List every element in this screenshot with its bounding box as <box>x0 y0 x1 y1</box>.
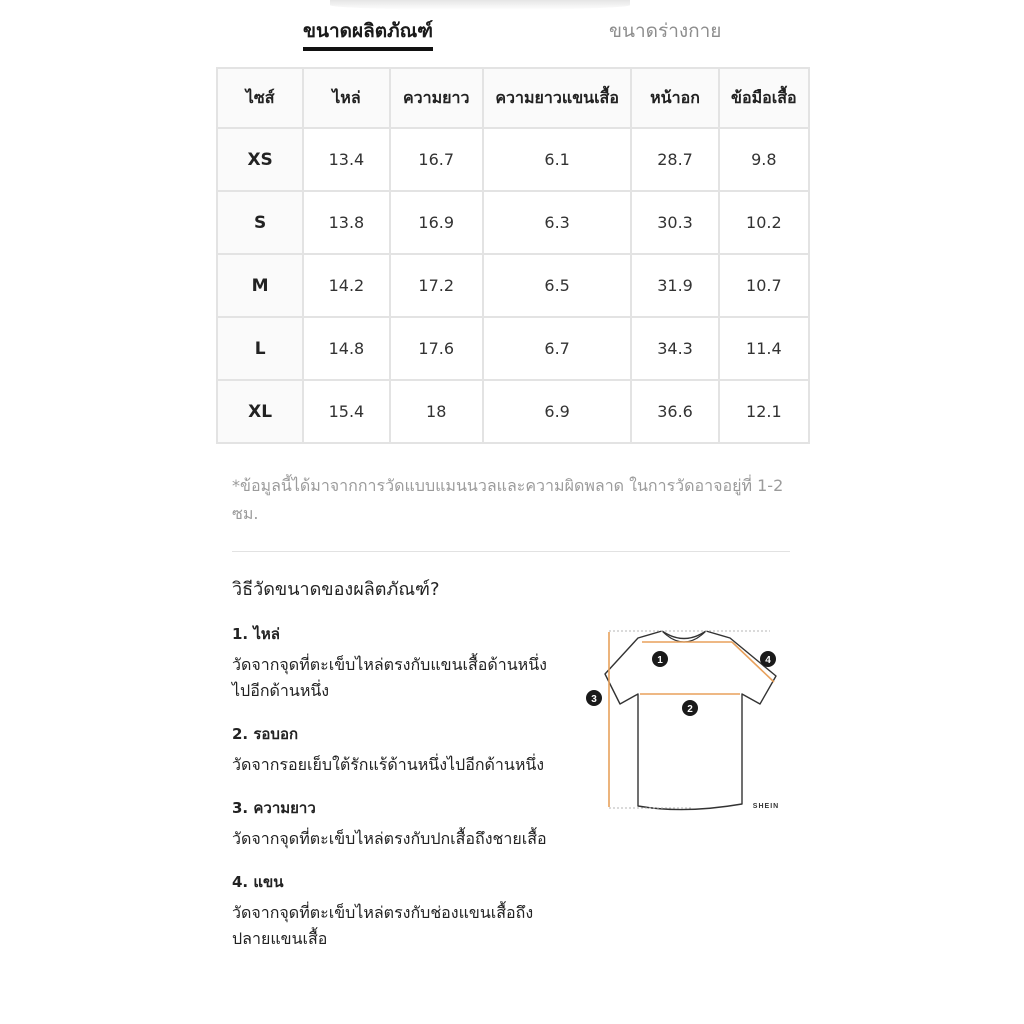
table-row <box>217 380 809 443</box>
table-row <box>217 254 809 317</box>
header-bust: หน้าอก <box>631 68 718 128</box>
measure-steps <box>232 620 562 968</box>
header-sleeve-length: ความยาวแขนเสื้อ <box>483 68 632 128</box>
step-text: วัดจากจุดที่ตะเข็บไหล่ตรงกับปกเสื้อถึงชายเสื้อ <box>232 829 547 848</box>
measure-guide-title: วิธีวัดขนาดของผลิตภัณฑ์? <box>232 579 440 600</box>
size-table <box>216 67 810 444</box>
brand-label: SHEIN <box>752 803 780 810</box>
svg-text:1: 1 <box>657 655 663 666</box>
header-shadow <box>330 0 630 10</box>
table-cell: 16.7 <box>390 128 483 191</box>
table-cell: 6.9 <box>483 380 632 443</box>
table-cell: 28.7 <box>631 128 718 191</box>
table-cell: 34.3 <box>631 317 718 380</box>
table-header-row <box>217 68 809 128</box>
table-cell: 12.1 <box>719 380 809 443</box>
table-row <box>217 191 809 254</box>
tab-product-size[interactable]: ขนาดผลิตภัณฑ์ <box>303 16 433 46</box>
table-cell: 17.2 <box>390 254 483 317</box>
step-title: 3. ความยาว <box>232 799 316 817</box>
step-text: วัดจากจุดที่ตะเข็บไหล่ตรงกับช่องแขนเสื้อถึงปลายแขนเสื้อ <box>232 903 534 948</box>
table-row <box>217 317 809 380</box>
table-cell: 6.5 <box>483 254 632 317</box>
table-cell: 6.3 <box>483 191 632 254</box>
step-length <box>232 794 562 852</box>
table-cell: 10.2 <box>719 191 809 254</box>
step-text: วัดจากรอยเย็บใต้รักแร้ด้านหนึ่งไปอีกด้านหนึ่ง <box>232 755 545 774</box>
svg-text:2: 2 <box>687 704 693 715</box>
step-title: 2. รอบอก <box>232 725 299 743</box>
table-cell: 18 <box>390 380 483 443</box>
table-cell: 13.4 <box>303 128 389 191</box>
size-cell: XL <box>217 380 303 443</box>
table-cell: 17.6 <box>390 317 483 380</box>
size-cell: S <box>217 191 303 254</box>
table-cell: 13.8 <box>303 191 389 254</box>
table-cell: 16.9 <box>390 191 483 254</box>
table-row <box>217 128 809 191</box>
table-cell: 31.9 <box>631 254 718 317</box>
size-cell: L <box>217 317 303 380</box>
table-cell: 15.4 <box>303 380 389 443</box>
step-title: 1. ไหล่ <box>232 625 280 643</box>
table-cell: 14.2 <box>303 254 389 317</box>
section-divider <box>232 551 790 552</box>
table-cell: 11.4 <box>719 317 809 380</box>
tab-bar <box>0 16 1024 56</box>
table-cell: 9.8 <box>719 128 809 191</box>
svg-text:3: 3 <box>591 694 597 705</box>
step-title: 4. แขน <box>232 873 284 891</box>
step-shoulder <box>232 620 562 704</box>
table-cell: 30.3 <box>631 191 718 254</box>
step-sleeve <box>232 868 562 952</box>
table-cell: 6.1 <box>483 128 632 191</box>
measurement-note: *ข้อมูลนี้ได้มาจากการวัดแบบแมนนวลและความผิดพลาด ในการวัดอาจอยู่ที่ 1-2 ซม. <box>232 476 784 523</box>
table-cell: 14.8 <box>303 317 389 380</box>
header-shoulder: ไหล่ <box>303 68 389 128</box>
step-bust <box>232 720 562 778</box>
marker-3 <box>586 690 602 706</box>
header-length: ความยาว <box>390 68 483 128</box>
tshirt-outline <box>605 631 776 810</box>
marker-4 <box>760 651 776 667</box>
step-text: วัดจากจุดที่ตะเข็บไหล่ตรงกับแขนเสื้อด้านหนึ่งไปอีกด้านหนึ่ง <box>232 655 547 700</box>
tab-body-size[interactable]: ขนาดร่างกาย <box>609 20 722 42</box>
marker-1 <box>652 651 668 667</box>
table-cell: 10.7 <box>719 254 809 317</box>
marker-2 <box>682 700 698 716</box>
size-cell: M <box>217 254 303 317</box>
table-cell: 6.7 <box>483 317 632 380</box>
svg-text:4: 4 <box>765 655 771 666</box>
header-size: ไซส์ <box>217 68 303 128</box>
tshirt-measure-diagram <box>580 620 820 820</box>
table-cell: 36.6 <box>631 380 718 443</box>
size-cell: XS <box>217 128 303 191</box>
header-cuff: ข้อมือเสื้อ <box>719 68 809 128</box>
